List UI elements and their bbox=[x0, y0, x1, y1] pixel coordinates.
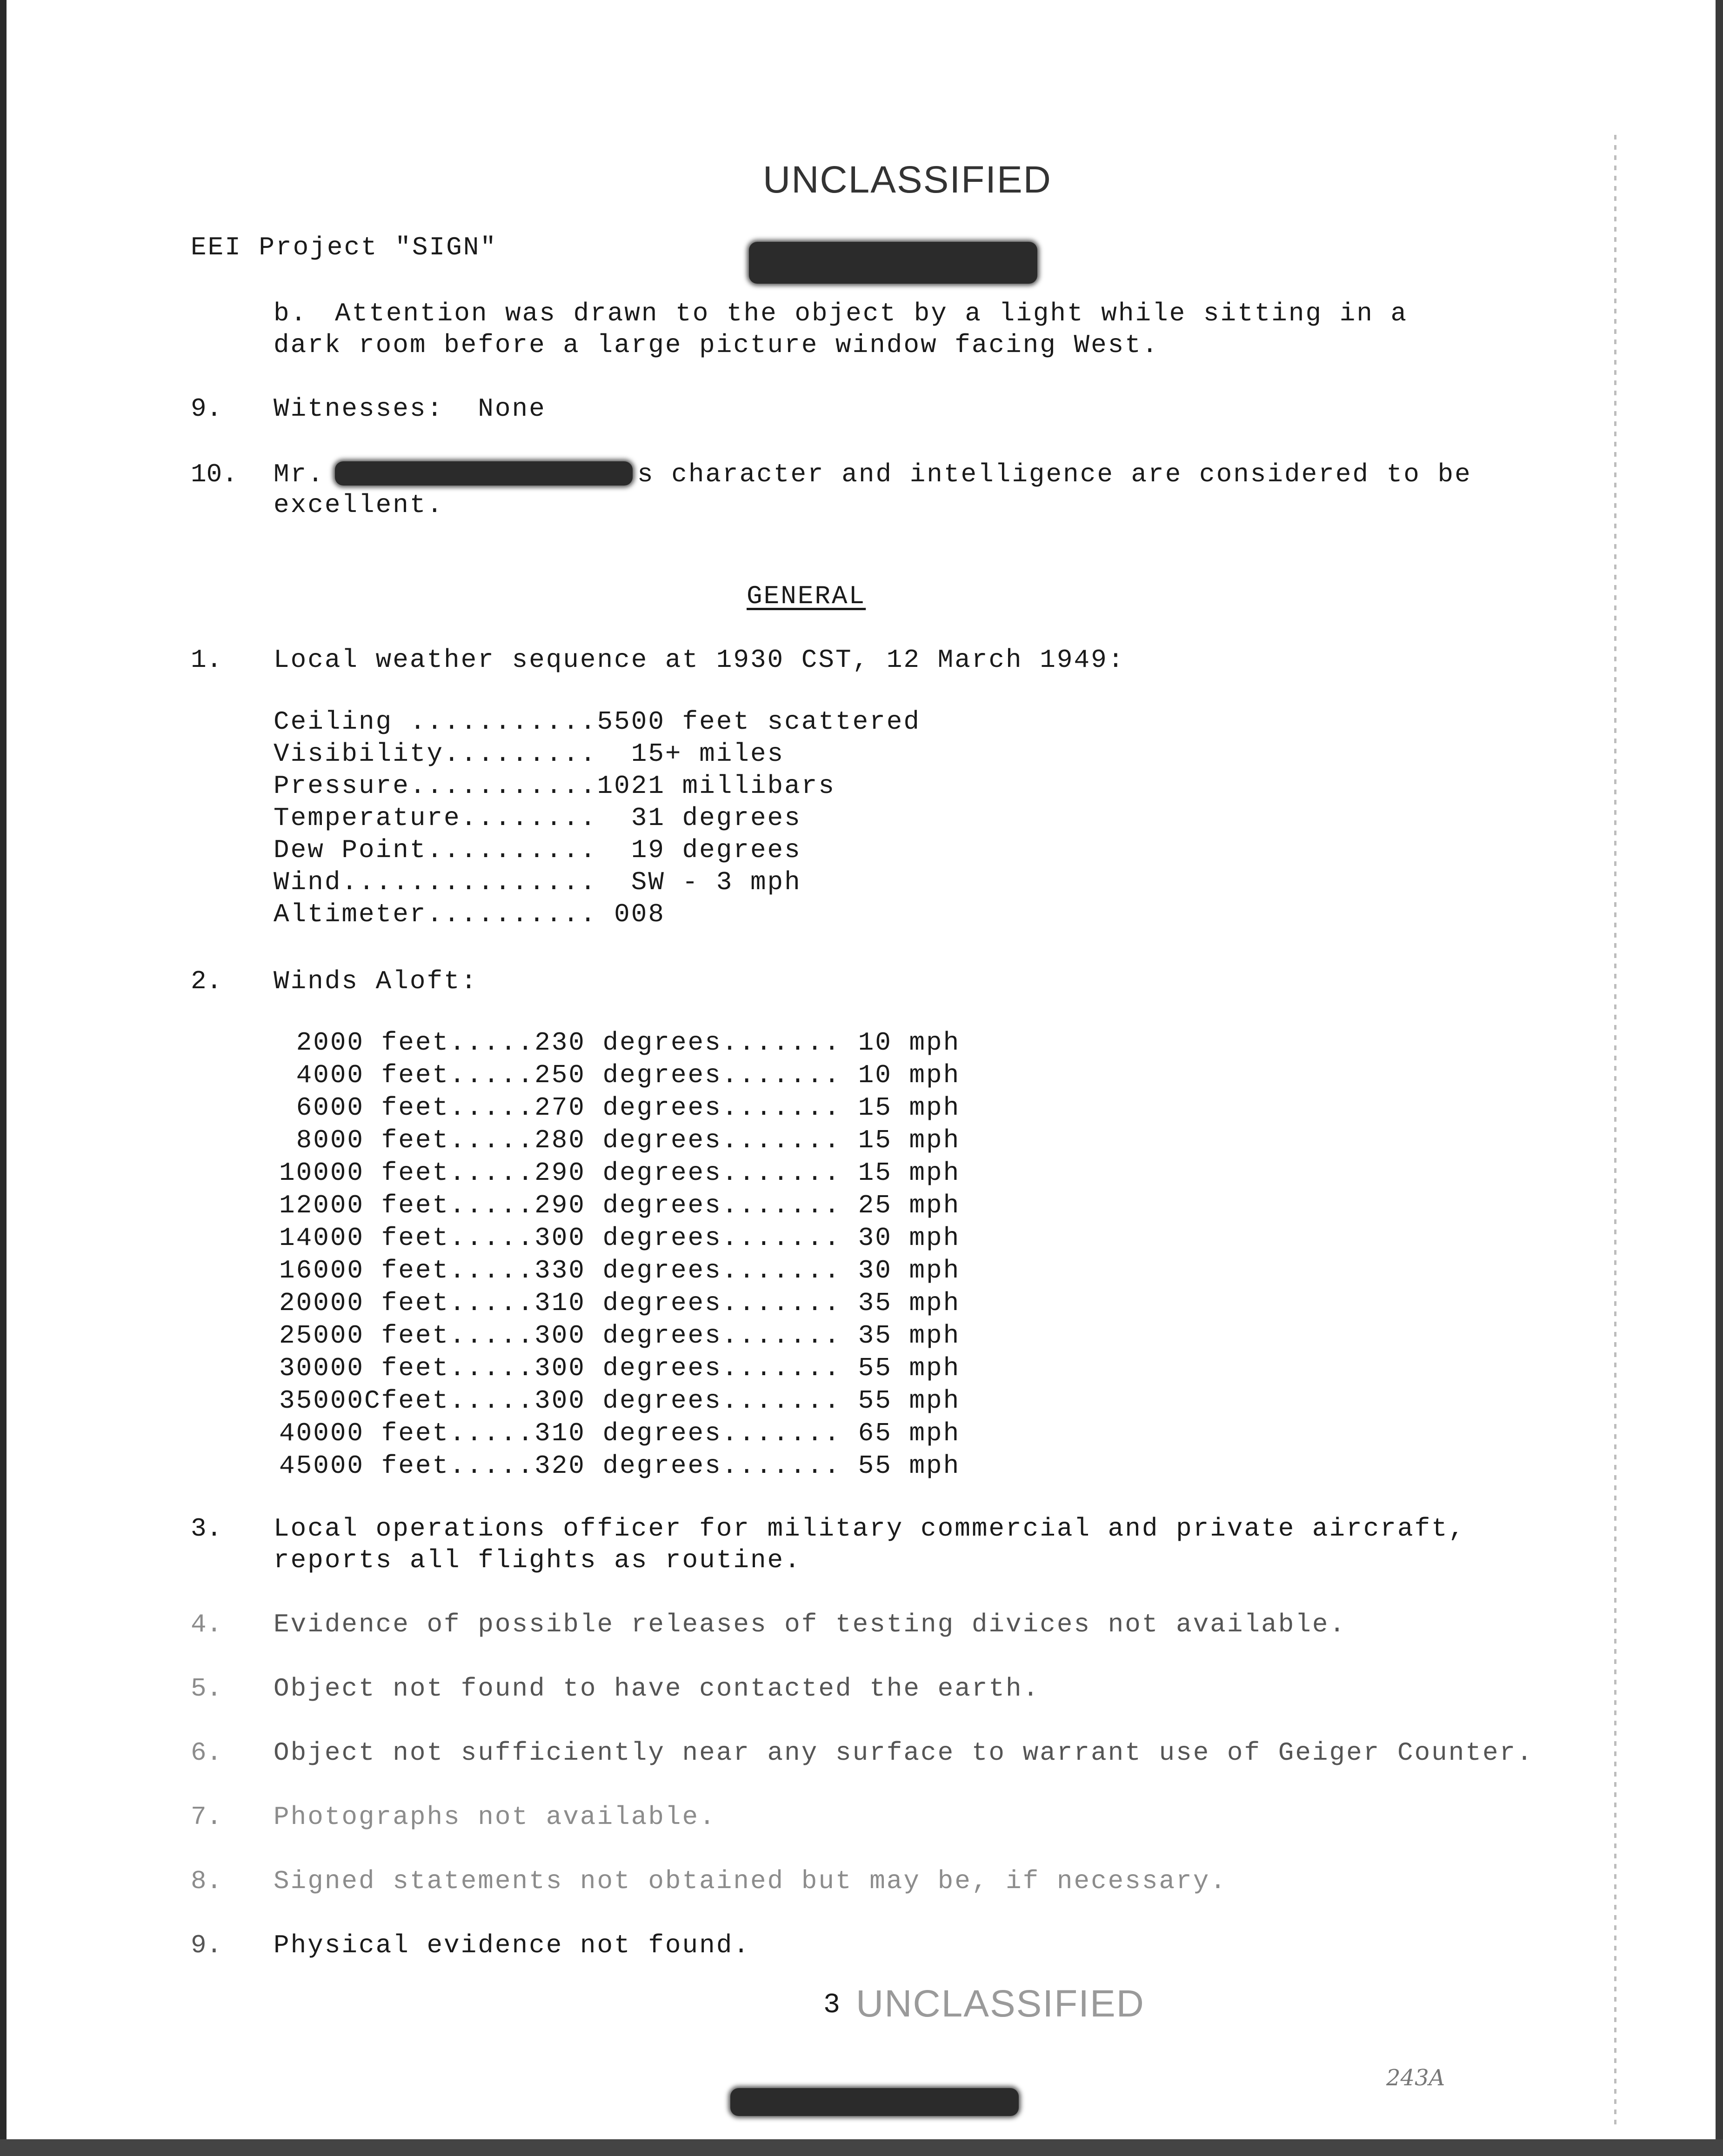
winds-direction: 300 degrees....... bbox=[534, 1353, 841, 1383]
winds-aloft-row bbox=[279, 1028, 960, 1060]
scan-edge-bottom bbox=[0, 2139, 1723, 2156]
general-6-number: 6. bbox=[191, 1738, 222, 1768]
winds-direction: 320 degrees....... bbox=[534, 1451, 841, 1481]
general-2-text: Winds Aloft: bbox=[274, 966, 478, 996]
general-8-number: 8. bbox=[191, 1866, 222, 1896]
winds-altitude: 8000 feet..... bbox=[279, 1125, 535, 1155]
winds-altitude: 16000 feet..... bbox=[279, 1256, 535, 1285]
general-3-number: 3. bbox=[191, 1514, 222, 1544]
weather-altimeter: Altimeter.......... 008 bbox=[274, 899, 665, 929]
item-9-number: 9. bbox=[191, 394, 222, 424]
winds-altitude: 10000 feet..... bbox=[279, 1158, 535, 1188]
winds-speed: 55 mph bbox=[841, 1451, 961, 1481]
section-heading-general: GENERAL bbox=[747, 581, 866, 611]
winds-altitude: 6000 feet..... bbox=[279, 1093, 535, 1123]
winds-aloft-row bbox=[279, 1191, 960, 1223]
page-number: 3 bbox=[823, 1990, 842, 2021]
winds-aloft-row bbox=[279, 1418, 960, 1451]
winds-direction: 300 degrees....... bbox=[534, 1386, 841, 1416]
winds-altitude: 35000Cfeet..... bbox=[279, 1386, 535, 1416]
general-6-text: Object not sufficiently near any surface to warrant use of Geiger Counter. bbox=[274, 1738, 1534, 1768]
winds-altitude: 20000 feet..... bbox=[279, 1288, 535, 1318]
winds-direction: 280 degrees....... bbox=[534, 1125, 841, 1155]
weather-sequence bbox=[274, 706, 921, 931]
general-8-text: Signed statements not obtained but may be, if necessary. bbox=[274, 1866, 1227, 1896]
winds-direction: 300 degrees....... bbox=[534, 1223, 841, 1253]
winds-direction: 310 degrees....... bbox=[534, 1288, 841, 1318]
general-5-text: Object not found to have contacted the earth. bbox=[274, 1674, 1040, 1704]
winds-speed: 35 mph bbox=[841, 1321, 961, 1351]
winds-altitude: 2000 feet..... bbox=[279, 1028, 535, 1058]
winds-aloft-row bbox=[279, 1223, 960, 1256]
winds-speed: 15 mph bbox=[841, 1125, 961, 1155]
winds-altitude: 45000 feet..... bbox=[279, 1451, 535, 1481]
corner-reference-mark: 243A bbox=[1386, 2065, 1445, 2091]
winds-direction: 290 degrees....... bbox=[534, 1191, 841, 1220]
item-b-line2: dark room before a large picture window facing West. bbox=[274, 330, 1159, 360]
winds-altitude: 14000 feet..... bbox=[279, 1223, 535, 1253]
winds-aloft-row bbox=[279, 1256, 960, 1288]
item-10-number: 10. bbox=[191, 459, 238, 489]
winds-aloft-row bbox=[279, 1451, 960, 1484]
winds-speed: 10 mph bbox=[841, 1060, 961, 1090]
item-9-text: Witnesses: None bbox=[274, 394, 546, 424]
winds-speed: 65 mph bbox=[841, 1418, 961, 1448]
general-3-line1: Local operations officer for military commercial and private aircraft, bbox=[274, 1514, 1466, 1544]
general-7-number: 7. bbox=[191, 1802, 222, 1832]
general-5-number: 5. bbox=[191, 1674, 222, 1704]
winds-aloft-row bbox=[279, 1158, 960, 1191]
item-b-line1: Attention was drawn to the object by a light while sitting in a bbox=[335, 299, 1408, 328]
classification-stamp-top: UNCLASSIFIED bbox=[763, 159, 1052, 201]
fold-line bbox=[1614, 135, 1616, 2125]
winds-speed: 15 mph bbox=[841, 1093, 961, 1123]
winds-speed: 30 mph bbox=[841, 1223, 961, 1253]
winds-aloft-row bbox=[279, 1353, 960, 1386]
winds-speed: 55 mph bbox=[841, 1386, 961, 1416]
winds-speed: 10 mph bbox=[841, 1028, 961, 1058]
weather-pressure: Pressure...........1021 millibars bbox=[274, 771, 835, 801]
scan-edge-right bbox=[1716, 0, 1723, 2156]
winds-aloft-row bbox=[279, 1125, 960, 1158]
winds-direction: 290 degrees....... bbox=[534, 1158, 841, 1188]
winds-direction: 310 degrees....... bbox=[534, 1418, 841, 1448]
winds-altitude: 12000 feet..... bbox=[279, 1191, 535, 1220]
weather-ceiling: Ceiling ...........5500 feet scattered bbox=[274, 707, 921, 737]
winds-altitude: 40000 feet..... bbox=[279, 1418, 535, 1448]
winds-altitude: 25000 feet..... bbox=[279, 1321, 535, 1351]
winds-aloft-table bbox=[279, 1028, 960, 1484]
redaction-bar-top bbox=[749, 242, 1037, 284]
winds-direction: 250 degrees....... bbox=[534, 1060, 841, 1090]
winds-altitude: 4000 feet..... bbox=[279, 1060, 535, 1090]
winds-aloft-row bbox=[279, 1321, 960, 1353]
weather-wind: Wind............... SW - 3 mph bbox=[274, 867, 801, 897]
general-7-text: Photographs not available. bbox=[274, 1802, 716, 1832]
winds-speed: 30 mph bbox=[841, 1256, 961, 1285]
winds-direction: 330 degrees....... bbox=[534, 1256, 841, 1285]
weather-visibility: Visibility......... 15+ miles bbox=[274, 739, 785, 769]
general-9-text: Physical evidence not found. bbox=[274, 1930, 750, 1960]
item-10-line2: excellent. bbox=[274, 490, 444, 520]
winds-aloft-row bbox=[279, 1093, 960, 1125]
winds-aloft-row bbox=[279, 1060, 960, 1093]
winds-aloft-row bbox=[279, 1386, 960, 1418]
winds-speed: 35 mph bbox=[841, 1288, 961, 1318]
classification-stamp-bottom: UNCLASSIFIED bbox=[856, 1983, 1145, 2025]
general-9-number: 9. bbox=[191, 1930, 222, 1960]
scan-edge-left bbox=[0, 0, 7, 2156]
winds-speed: 55 mph bbox=[841, 1353, 961, 1383]
redaction-bar-bottom bbox=[730, 2088, 1019, 2116]
item-10-prefix: Mr. bbox=[274, 459, 325, 489]
weather-temperature: Temperature........ 31 degrees bbox=[274, 803, 801, 833]
winds-speed: 25 mph bbox=[841, 1191, 961, 1220]
general-4-text: Evidence of possible releases of testing divices not available. bbox=[274, 1610, 1347, 1639]
winds-direction: 230 degrees....... bbox=[534, 1028, 841, 1058]
winds-altitude: 30000 feet..... bbox=[279, 1353, 535, 1383]
general-1-text: Local weather sequence at 1930 CST, 12 March 1949: bbox=[274, 645, 1125, 675]
winds-direction: 300 degrees....... bbox=[534, 1321, 841, 1351]
redaction-bar-name bbox=[335, 461, 633, 486]
general-1-number: 1. bbox=[191, 645, 222, 675]
winds-aloft-row bbox=[279, 1288, 960, 1321]
item-b-letter: b. bbox=[274, 299, 308, 328]
general-3-line2: reports all flights as routine. bbox=[274, 1545, 801, 1575]
winds-speed: 15 mph bbox=[841, 1158, 961, 1188]
weather-dew-point: Dew Point.......... 19 degrees bbox=[274, 835, 801, 865]
winds-direction: 270 degrees....... bbox=[534, 1093, 841, 1123]
item-10-suffix: s character and intelligence are considered to be bbox=[637, 459, 1472, 489]
document-header: EEI Project "SIGN" bbox=[191, 233, 497, 262]
general-2-number: 2. bbox=[191, 966, 222, 996]
general-4-number: 4. bbox=[191, 1610, 222, 1639]
